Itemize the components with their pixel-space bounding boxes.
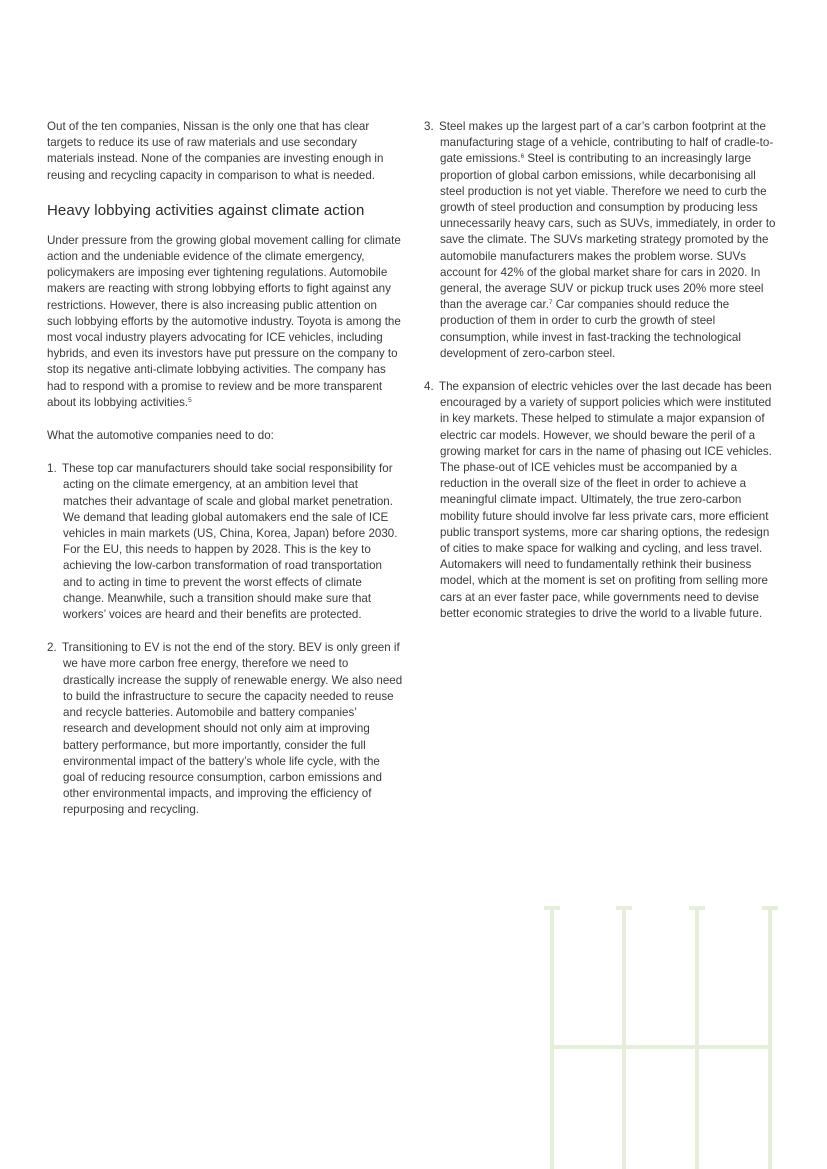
lobbying-paragraph	[47, 233, 403, 411]
list-item-4	[424, 379, 780, 622]
list-item-2	[47, 640, 403, 818]
list-text-3a: Steel makes up the largest part of a car’s carbon footprint at the manufacturing stage of a vehicle, contributing to half of cradle-to-gate emissions.	[439, 120, 774, 166]
right-column	[424, 119, 780, 639]
footnote-ref-5: 5	[188, 396, 192, 404]
lobbying-text: Under pressure from the growing global movement calling for climate action and the undeniable evidence of the climate emergency, policymakers are imposing ever tightening regulations. Automobile makers are reacting with strong lobbying efforts to fight against any restrictions. However, there is also increasing public attention on such lobbying efforts by the automotive industry. Toyota is among the most vocal industry players advocating for ICE vehicles, including hybrids, and even its investors have put pressure on the company to stop its negative anti-climate lobbying activities. The company has had to respond with a promise to review and be more transparent about its lobbying activities.	[47, 233, 401, 409]
list-number-4: 4.	[424, 380, 434, 394]
list-item-1	[47, 461, 403, 623]
section-heading: Heavy lobbying activities against climate action	[47, 201, 365, 219]
footnote-ref-7: 7	[548, 299, 553, 307]
list-number-3: 3.	[424, 120, 434, 133]
intro-paragraph: Out of the ten companies, Nissan is the only one that has clear targets to reduce its use of raw materials and use secondary materials instead. None of the companies are investing enough in reusing and recycling capacity in comparison to what is needed.	[47, 120, 384, 182]
decorative-line-graphic	[540, 900, 785, 1169]
list-text-3	[440, 119, 780, 362]
list-text-4: The expansion of electric vehicles over the last decade has been encouraged by a variety of support policies which were instituted in key markets. These helped to stimulate a major expansion of electric car models. However, we should beware the peril of a growing market for cars in the name of phasing out ICE vehicles. The phase-out of ICE vehicles must be accompanied by a reduction in the overall size of the fleet in order to achieve a meaningful climate impact. Ultimately, the true zero-carbon mobility future should involve far less private cars, more efficient public transport systems, more car sharing options, the redesign of cities to make space for walking and cycling, and less travel. Automakers will need to fundamentally rethink their business model, which at the moment is set on profiting from selling more cars at an ever faster pace, while governments need to devise better economic strategies to drive the world to a livable future.	[439, 380, 772, 620]
list-text-1: These top car manufacturers should take social responsibility for acting on the climate emergency, at an ambition level that matches their advantage of scale and global market penetration. We demand that leading global automakers end the sale of ICE vehicles in main markets (US, China, Korea, Japan) before 2030. For the EU, this needs to happen by 2028. This is the key to achieving the low-carbon transformation of road transportation and to acting in time to prevent the worst effects of climate change. Meanwhile, such a transition should make sure that workers’ voices are heard and their benefits are protected.	[62, 462, 398, 622]
list-text-3c: Car companies should reduce the production of them in order to curb the growth of steel consumption, while invest in fast-tracking the technological development of zero-carbon steel.	[440, 298, 741, 360]
footnote-ref-6: 6	[520, 153, 525, 161]
list-number-2: 2.	[47, 641, 57, 655]
list-number-1: 1.	[47, 462, 57, 476]
list-text-2: Transitioning to EV is not the end of the story. BEV is only green if we have more carbon free energy, therefore we need to drastically increase the supply of renewable energy. We also need to build the infrastructure to secure the capacity needed to reuse and recycle batteries. Automobile and battery companies’ research and development should not only aim at improving battery performance, but more importantly, consider the full environmental impact of the battery’s whole life cycle, with the goal of reducing resource consumption, carbon emissions and other environmental impacts, and improving the efficiency of repurposing and recycling.	[62, 641, 403, 817]
list-text-3b: Steel is contributing to an increasingly large proportion of global carbon emissions, while decarbonising all steel production is not yet viable. Therefore we need to curb the growth of steel production and consumption by producing less unnecessarily heavy cars, such as SUVs, immediately, in order to save the climate. The SUVs marketing strategy promoted by the automobile manufacturers makes the problem worse. SUVs account for 42% of the global market share for cars in 2020. In general, the average SUV or pickup truck uses 20% more steel than the average car.	[440, 152, 776, 312]
needs-intro: What the automotive companies need to do:	[47, 429, 274, 443]
decoration-lines	[544, 906, 778, 1169]
left-column	[47, 119, 403, 836]
list-item-3	[424, 119, 780, 362]
